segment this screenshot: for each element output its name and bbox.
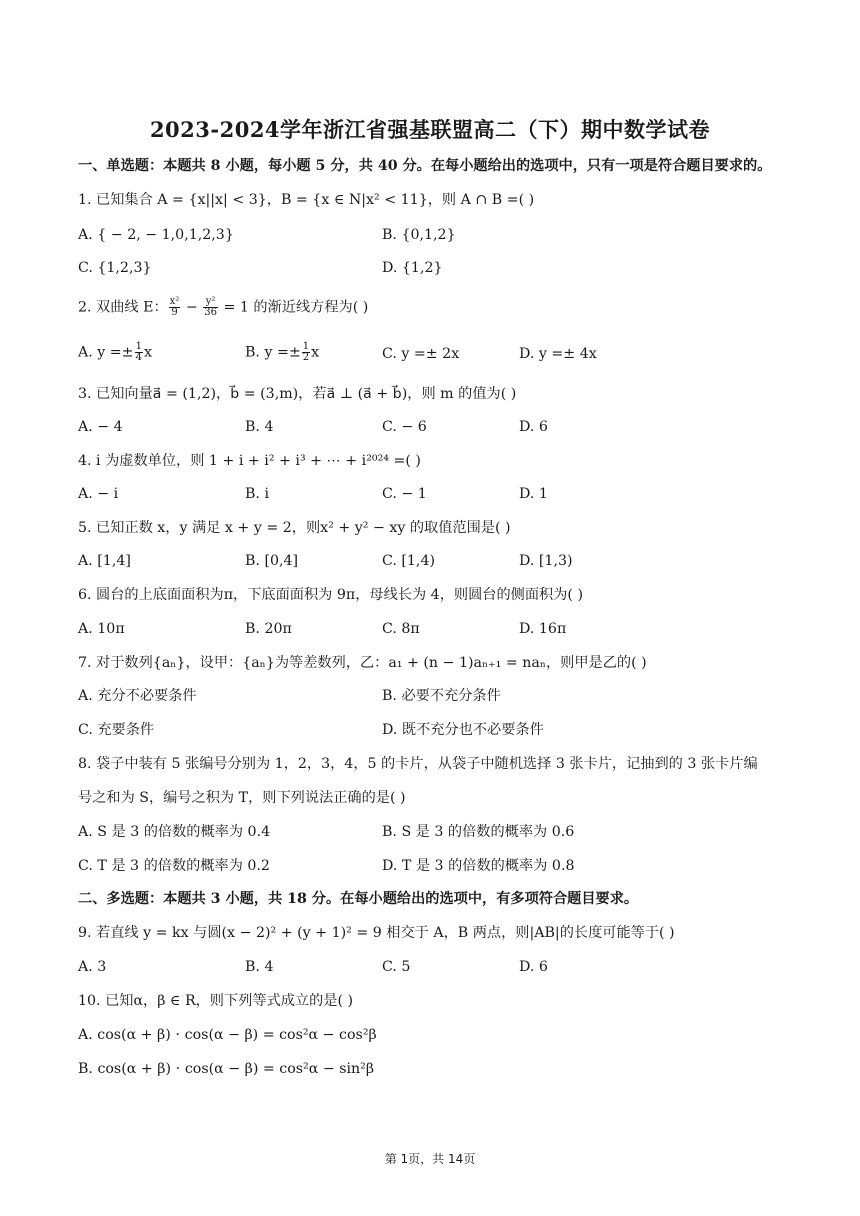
q3-option-a: A. − 4 [78, 419, 123, 435]
q2-option-a [78, 342, 152, 363]
q9-option-b: B. 4 [245, 959, 274, 975]
q2-minus: − [181, 299, 203, 316]
q6-stem: 6. 圆台的上底面面积为π，下底面面积为 9π，母线长为 4，则圆台的侧面积为( ) [78, 587, 583, 603]
q4-option-b: B. i [245, 486, 269, 502]
q10-option-a: A. cos(α + β) ⋅ cos(α − β) = cos²α − cos²β [78, 1027, 377, 1043]
q2-option-b [245, 342, 319, 363]
q2-fraction-x-numerator: x² [169, 296, 180, 307]
section-single-choice-heading: 一、单选题：本题共 8 小题，每小题 5 分，共 40 分。在每小题给出的选项中，只有一项是符合题目要求的。 [78, 158, 772, 174]
q4-stem: 4. i 为虚数单位，则 1 + i + i² + i³ + ⋯ + i²⁰²⁴ =( ) [78, 453, 421, 469]
q1-option-b: B. {0,1,2} [382, 227, 456, 243]
q2-stem-suffix: = 1 的渐近线方程为( ) [218, 299, 369, 316]
q2-option-b-numerator: 1 [302, 341, 310, 352]
q4-option-c: C. − 1 [382, 486, 427, 502]
section-multi-choice-heading: 二、多选题：本题共 3 小题，共 18 分。在每小题给出的选项中，有多项符合题目要求。 [78, 891, 639, 907]
q2-stem [78, 297, 368, 318]
q8-option-d: D. T 是 3 的倍数的概率为 0.8 [382, 858, 575, 874]
q5-option-c: C. [1,4) [382, 553, 436, 569]
q7-stem: 7. 对于数列{aₙ}，设甲：{aₙ}为等差数列，乙：a₁ + (n − 1)aₙ₊₁ = naₙ，则甲是乙的( ) [78, 655, 647, 671]
q8-stem-line-1: 8. 袋子中装有 5 张编号分别为 1，2，3，4，5 的卡片，从袋子中随机选择 3 张卡片，记抽到的 3 张卡片编 [78, 756, 758, 772]
q5-option-a: A. [1,4] [78, 553, 131, 569]
q1-option-d: D. {1,2} [382, 260, 443, 276]
q2-fraction-y-numerator: y² [203, 297, 218, 308]
q2-option-a-numerator: 1 [135, 341, 142, 352]
q9-option-a: A. 3 [78, 959, 107, 975]
q2-option-a-denominator: 4 [135, 352, 142, 363]
q9-option-c: C. 5 [382, 959, 411, 975]
q6-option-a: A. 10π [78, 621, 125, 637]
q1-stem: 1. 已知集合 A = {x||x| < 3}，B = {x ∈ N|x² < 11}，则 A ∩ B =( ) [78, 192, 535, 208]
q2-fraction-y-denominator: 36 [204, 307, 217, 318]
q2-option-c: C. y =± 2x [382, 346, 460, 362]
q6-option-c: C. 8π [382, 621, 420, 637]
q1-option-a: A. { − 2, − 1,0,1,2,3} [78, 227, 234, 243]
q9-option-d: D. 6 [519, 959, 548, 975]
q3-option-c: C. − 6 [382, 419, 427, 435]
page-title: 2023-2024学年浙江省强基联盟高二（下）期中数学试卷 [149, 117, 711, 142]
q4-option-d: D. 1 [519, 486, 548, 502]
page-footer: 第 1页，共 14页 [384, 1152, 476, 1166]
q2-stem-prefix: 2. 双曲线 E： [78, 299, 168, 316]
q8-stem-line-2: 号之和为 S，编号之积为 T，则下列说法正确的是( ) [78, 790, 406, 806]
q3-option-d: D. 6 [519, 419, 548, 435]
q3-option-b: B. 4 [245, 419, 274, 435]
q3-stem: 3. 已知向量a⃗ = (1,2)，b⃗ = (3,m)，若a⃗ ⊥ (a⃗ + b⃗)，则 m 的值为( ) [78, 386, 517, 402]
q2-option-a-prefix: A. y =± [78, 344, 134, 361]
q2-option-a-suffix: x [143, 344, 152, 361]
q7-option-b: B. 必要不充分条件 [382, 688, 501, 704]
q7-option-d: D. 既不充分也不必要条件 [382, 722, 544, 738]
q5-option-d: D. [1,3) [519, 553, 573, 569]
q5-option-b: B. [0,4] [245, 553, 299, 569]
q9-stem: 9. 若直线 y = kx 与圆(x − 2)² + (y + 1)² = 9 相交于 A，B 两点，则|AB|的长度可能等于( ) [78, 925, 675, 941]
q8-option-a: A. S 是 3 的倍数的概率为 0.4 [78, 824, 271, 840]
q2-option-d: D. y =± 4x [519, 346, 597, 362]
q2-option-b-suffix: x [311, 344, 320, 361]
q4-option-a: A. − i [78, 486, 119, 502]
q6-option-d: D. 16π [519, 621, 567, 637]
q7-option-a: A. 充分不必要条件 [78, 688, 197, 704]
q2-option-b-denominator: 2 [302, 352, 310, 363]
q2-fraction-x [169, 297, 181, 318]
q2-fraction-y [203, 297, 218, 318]
q10-option-b: B. cos(α + β) ⋅ cos(α − β) = cos²α − sin²β [78, 1061, 375, 1077]
q2-fraction-x-denominator: 9 [171, 307, 178, 318]
q2-option-b-fraction [302, 342, 310, 363]
q2-option-a-fraction [135, 342, 143, 363]
q7-option-c: C. 充要条件 [78, 722, 155, 738]
q10-stem: 10. 已知α，β ∈ R，则下列等式成立的是( ) [78, 993, 354, 1009]
q5-stem: 5. 已知正数 x，y 满足 x + y = 2，则x² + y² − xy 的取值范围是( ) [78, 520, 511, 536]
q8-option-c: C. T 是 3 的倍数的概率为 0.2 [78, 858, 270, 874]
q6-option-b: B. 20π [245, 621, 292, 637]
q1-option-c: C. {1,2,3} [78, 260, 152, 276]
q8-option-b: B. S 是 3 的倍数的概率为 0.6 [382, 824, 575, 840]
q2-option-b-prefix: B. y =± [245, 344, 301, 361]
